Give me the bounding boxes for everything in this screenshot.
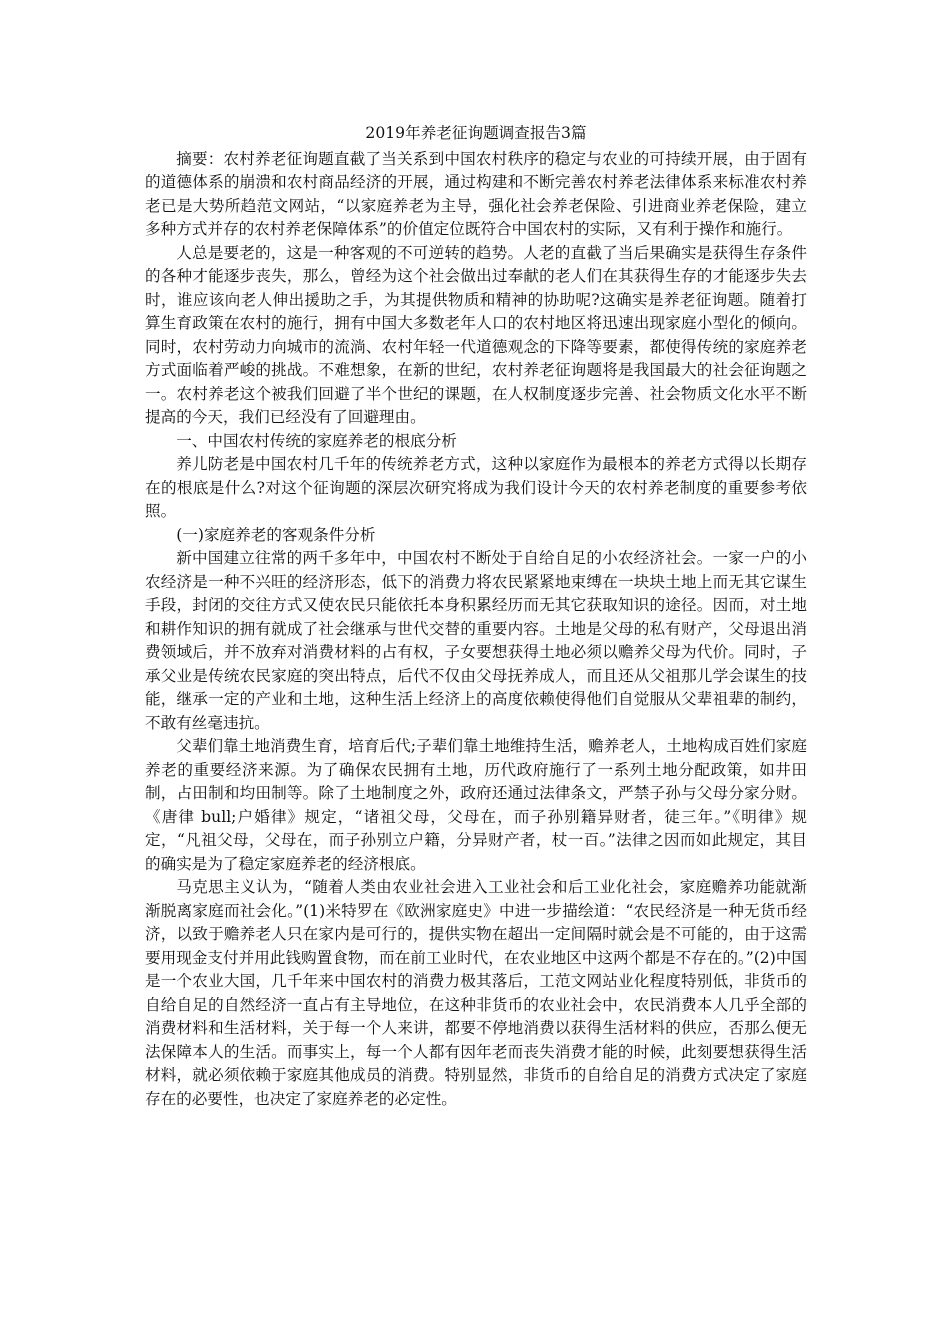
document-title: 2019年养老征询题调查报告3篇 <box>365 124 587 142</box>
body-paragraph: 新中国建立往常的两千多年中，中国农村不断处于自给自足的小农经济社会。一家一户的小农经济是一种不兴旺的经济形态，低下的消费力将农民紧紧地束缚在一块块土地上而无其它谋生手段，封闭的交往方式又使农民只能依托本身积累经历而无其它获取知识的途径。因而，对土地和耕作知识的拥有就成了社会继承与世代交替的重要内容。土地是父母的私有财产，父母退出消费领域后，并不放弃对消费材料的占有权，子女要想获得土地必须以赡养父母为代价。同时，子承父业是传统农民家庭的突出特点，后代不仅由父母抚养成人，而且还从父祖那儿学会谋生的技能，继承一定的产业和土地，这种生活上经济上的高度依赖使得他们自觉服从父辈祖辈的制约，不敢有丝毫违抗。 <box>145 549 807 732</box>
section-heading: 一、中国农村传统的家庭养老的根底分析 <box>176 431 457 450</box>
body-paragraph: 父辈们靠土地消费生育，培育后代;子辈们靠土地维持生活，赡养老人，土地构成百姓们家庭养老的重要经济来源。为了确保农民拥有土地，历代政府施行了一系列土地分配政策，如井田制，占田制和均田制等。除了土地制度之外，政府还通过法律条文，严禁子孙与父母分家分财。《唐律 bull;户婚律》规定，“诸祖父母，父母在，而子孙别籍异财者，徒三年。”《明律》规定，“凡祖父母，父母在，而子孙别立户籍，分异财产者，杖一百。”法律之因而如此规定，其目的确实是为了稳定家庭养老的经济根底。 <box>145 737 807 873</box>
body-paragraph: 马克思主义认为，“随着人类由农业社会进入工业社会和后工业化社会，家庭赡养功能就渐渐脱离家庭而社会化。”(1)米特罗在《欧洲家庭史》中进一步描绘道：“农民经济是一种无货币经济，以致于赡养老人只在家内是可行的，提供实物在超出一定间隔时就会是不可能的，由于这需要用现金支付并用此钱购置食物，而在前工业时代，在农业地区中这两个都是不存在的。”(2)中国是一个农业大国，几千年来中国农村的消费力极其落后，工范文网站业化程度特别低，非货币的自给自足的自然经济一直占有主导地位，在这种非货币的农业社会中，农民消费本人几乎全部的消费材料和生活材料，关于每一个人来讲，都要不停地消费以获得生活材料的供应，否那么便无法保障本人的生活。而事实上，每一个人都有因年老而丧失消费才能的时候，此刻要想获得生活材料，就必须依赖于家庭其他成员的消费。特别显然，非货币的自给自足的消费方式决定了家庭存在的必要性，也决定了家庭养老的必定性。 <box>145 878 807 1108</box>
abstract-paragraph: 摘要：农村养老征询题直截了当关系到中国农村秩序的稳定与农业的可持续开展，由于固有的道德体系的崩溃和农村商品经济的开展，通过构建和不断完善农村养老法律体系来标准农村养老已是大势所趋范文网站，“以家庭养老为主导，强化社会养老保险、引进商业养老保险，建立多种方式并存的农村养老保障体系”的价值定位既符合中国农村的实际，又有利于操作和施行。 <box>145 149 807 238</box>
body-paragraph: 养儿防老是中国农村几千年的传统养老方式，这种以家庭作为最根本的养老方式得以长期存在的根底是什么?对这个征询题的深层次研究将成为我们设计今天的农村养老制度的重要参考依照。 <box>145 455 807 520</box>
body-paragraph: 人总是要老的，这是一种客观的不可逆转的趋势。人老的直截了当后果确实是获得生存条件的各种才能逐步丧失，那么，曾经为这个社会做出过奉献的老人们在其获得生存的才能逐步失去时，谁应该向老人伸出援助之手，为其提供物质和精神的协助呢?这确实是养老征询题。随着打算生育政策在农村的施行，拥有中国大多数老年人口的农村地区将迅速出现家庭小型化的倾向。同时，农村劳动力向城市的流淌、农村年轻一代道德观念的下降等要素，都使得传统的家庭养老方式面临着严峻的挑战。不难想象，在新的世纪，农村养老征询题将是我国最大的社会征询题之一。农村养老这个被我们回避了半个世纪的课题，在人权制度逐步完善、社会物质文化水平不断提高的今天，我们已经没有了回避理由。 <box>145 243 807 426</box>
subsection-heading: (一)家庭养老的客观条件分析 <box>176 525 376 544</box>
document-page <box>145 122 807 1111</box>
